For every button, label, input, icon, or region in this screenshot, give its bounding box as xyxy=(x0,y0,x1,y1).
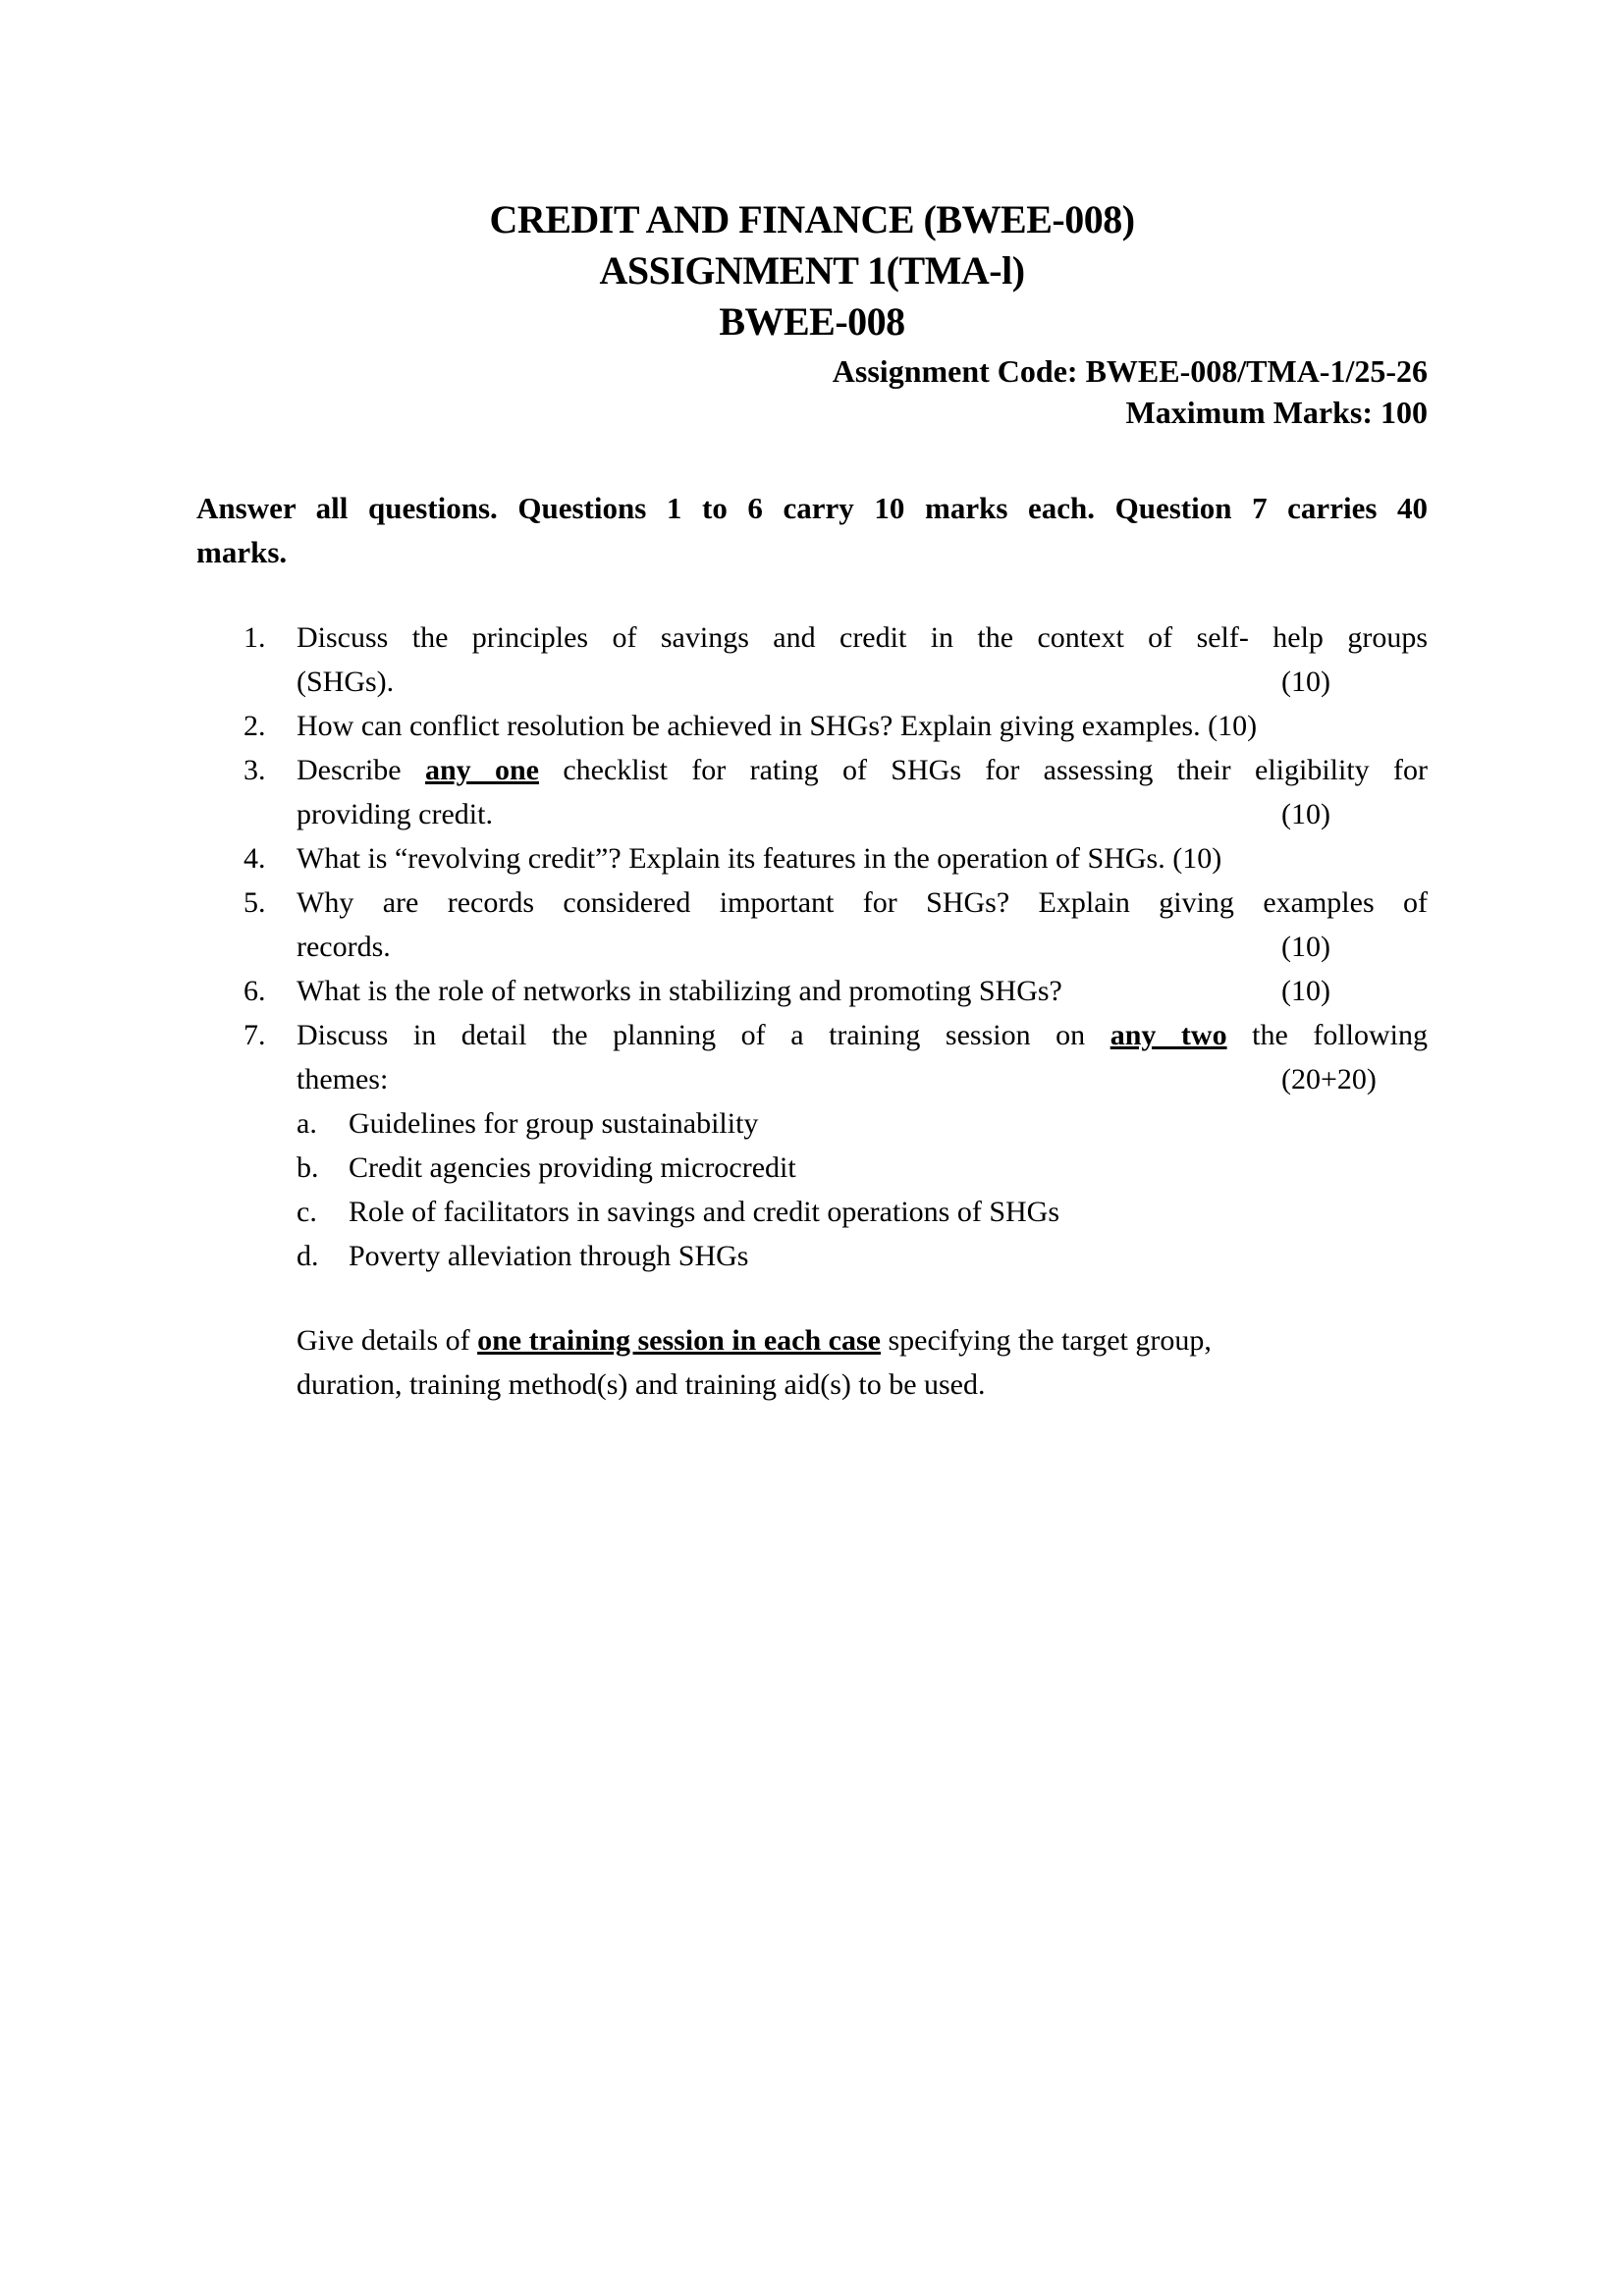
marks-value: (20+20) xyxy=(1281,1063,1377,1095)
closing-line xyxy=(297,1318,1428,1362)
subitem-letter: c. xyxy=(297,1196,317,1228)
closing-line xyxy=(297,1362,1428,1407)
question-subitem xyxy=(297,1190,1428,1234)
question-line xyxy=(297,925,1428,969)
question-number: 1. xyxy=(244,621,266,654)
subitem-text: Credit agencies providing microcredit xyxy=(349,1151,796,1184)
question-number: 5. xyxy=(244,886,266,919)
subitem-text: Poverty alleviation through SHGs xyxy=(349,1240,749,1272)
question-body xyxy=(297,615,1428,704)
subitem-text: Guidelines for group sustainability xyxy=(349,1107,759,1140)
question-item xyxy=(244,969,1428,1013)
text-segment: (SHGs). xyxy=(297,666,395,698)
text-segment: How can conflict resolution be achieved in SHGs? Explain giving examples. (10) xyxy=(297,710,1258,742)
question-number: 7. xyxy=(244,1019,266,1051)
question-line xyxy=(297,969,1428,1013)
text-segment: specifying the target group, xyxy=(880,1324,1212,1357)
question-body xyxy=(297,1013,1428,1278)
text-segment: What is the role of networks in stabilizing and promoting SHGs? xyxy=(297,975,1062,1007)
question-subitem xyxy=(297,1146,1428,1190)
subitem-letter: a. xyxy=(297,1107,317,1140)
question-line xyxy=(297,748,1428,792)
text-segment: Describe xyxy=(297,754,425,786)
question-number: 2. xyxy=(244,710,266,742)
question-line xyxy=(297,836,1428,881)
marks-value: (10) xyxy=(1281,798,1330,830)
document-header xyxy=(196,194,1428,347)
question-item xyxy=(244,615,1428,704)
question-line xyxy=(297,1057,1428,1101)
text-segment: themes: xyxy=(297,1063,389,1095)
text-segment: What is “revolving credit”? Explain its features in the operation of SHGs. (10) xyxy=(297,842,1222,875)
text-segment: Why are records considered important for SHGs? Explain giving examples of xyxy=(297,886,1428,919)
text-segment: checklist for rating of SHGs for assessing their eligibility for xyxy=(539,754,1428,786)
text-segment: Discuss the principles of savings and credit in the context of self- help groups xyxy=(297,621,1428,654)
question-item xyxy=(244,881,1428,969)
instructions-paragraph xyxy=(196,486,1428,574)
text-segment: Discuss in detail the planning of a training session on xyxy=(297,1019,1110,1051)
maximum-marks: Maximum Marks: 100 xyxy=(1125,395,1428,430)
course-code: BWEE-008 xyxy=(719,299,905,344)
question-number: 6. xyxy=(244,975,266,1007)
question-item xyxy=(244,1013,1428,1278)
assignment-title: ASSIGNMENT 1(TMA-l) xyxy=(599,248,1025,293)
closing-paragraph xyxy=(297,1318,1428,1407)
question-line xyxy=(297,704,1428,748)
marks-value: (10) xyxy=(1281,931,1330,963)
course-title: CREDIT AND FINANCE (BWEE-008) xyxy=(489,197,1135,241)
assignment-meta xyxy=(196,350,1428,433)
question-line xyxy=(297,881,1428,925)
text-segment: records. xyxy=(297,931,391,963)
question-list xyxy=(196,615,1428,1278)
question-body xyxy=(297,836,1428,881)
question-item xyxy=(244,748,1428,836)
question-body xyxy=(297,969,1428,1013)
question-item xyxy=(244,704,1428,748)
emphasized-text: one training session in each case xyxy=(477,1324,881,1357)
question-body xyxy=(297,748,1428,836)
marks-value: (10) xyxy=(1281,975,1330,1007)
question-number: 3. xyxy=(244,754,266,786)
question-number: 4. xyxy=(244,842,266,875)
question-body xyxy=(297,704,1428,748)
subitem-text: Role of facilitators in savings and credit operations of SHGs xyxy=(349,1196,1060,1228)
question-line xyxy=(297,660,1428,704)
instructions-line: Answer all questions. Questions 1 to 6 carry 10 marks each. Question 7 carries 40 xyxy=(196,491,1428,525)
assignment-code: Assignment Code: BWEE-008/TMA-1/25-26 xyxy=(832,353,1428,389)
instructions-line: marks. xyxy=(196,535,288,569)
question-item xyxy=(244,836,1428,881)
question-body xyxy=(297,881,1428,969)
question-line xyxy=(297,792,1428,836)
text-segment: the following xyxy=(1226,1019,1428,1051)
question-line xyxy=(297,1013,1428,1057)
question-subitem xyxy=(297,1234,1428,1278)
question-line xyxy=(297,615,1428,660)
subitem-letter: b. xyxy=(297,1151,319,1184)
text-segment: Give details of xyxy=(297,1324,478,1357)
text-segment: duration, training method(s) and training aid(s) to be used. xyxy=(297,1368,986,1401)
emphasized-text: any one xyxy=(424,754,539,786)
text-segment: providing credit. xyxy=(297,798,493,830)
emphasized-text: any two xyxy=(1110,1019,1227,1051)
question-subitem xyxy=(297,1101,1428,1146)
subitem-letter: d. xyxy=(297,1240,319,1272)
marks-value: (10) xyxy=(1281,666,1330,698)
